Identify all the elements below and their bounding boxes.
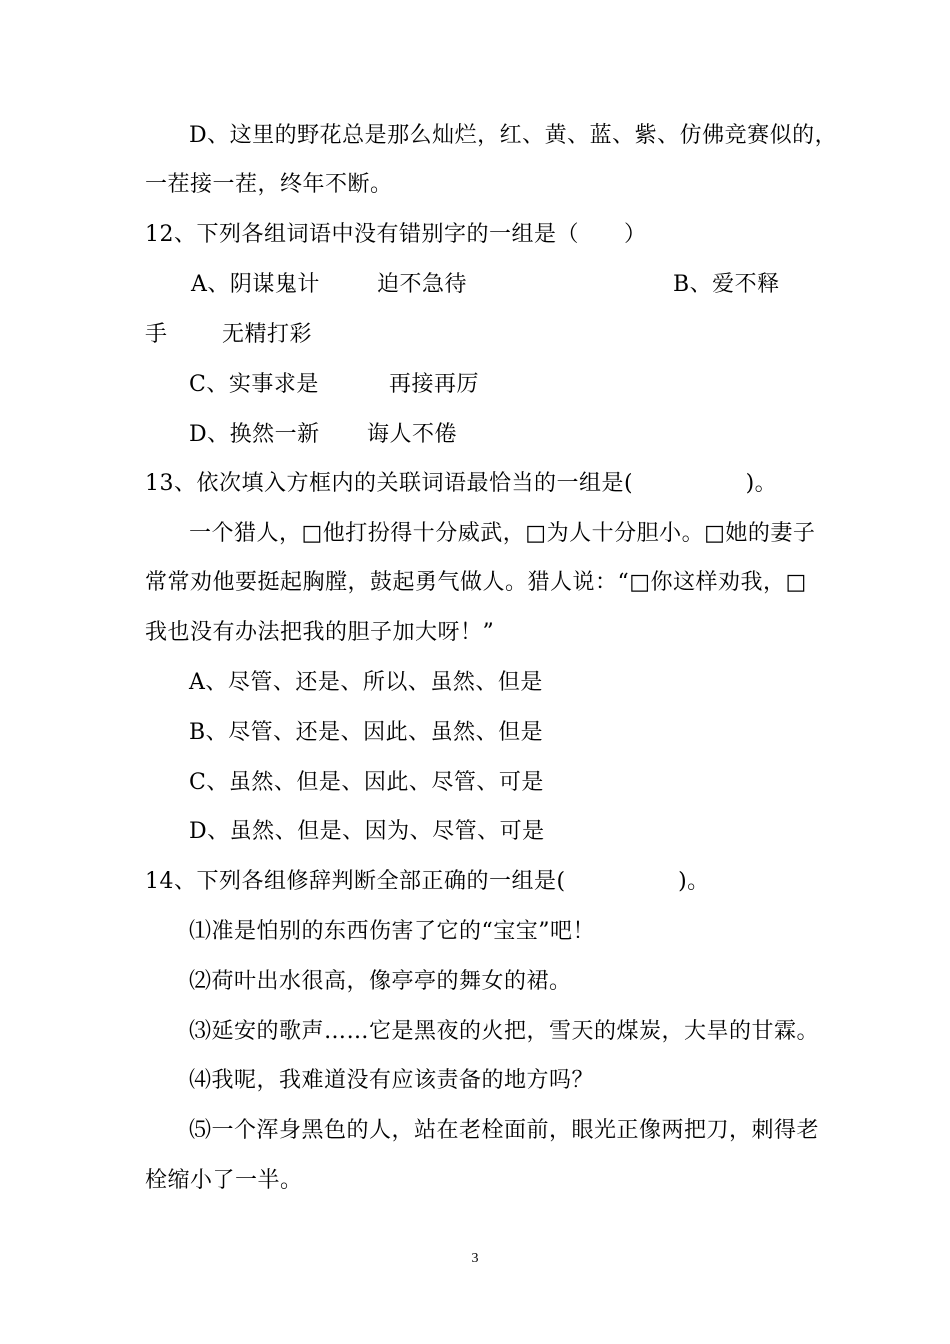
q12-option-a-label: A、阴谋鬼计 [191, 272, 320, 297]
q12-option-c-word2: 再接再厉 [389, 372, 480, 397]
q14-item4: ⑷我呢，我难道没有应该责备的地方吗？ [189, 1068, 595, 1093]
q14-item5-line1: ⑸一个浑身黑色的人，站在老栓面前，眼光正像两把刀，刺得老 [189, 1118, 820, 1143]
q12-stem: 12、下列各组词语中没有错别字的一组是（ ） [145, 222, 647, 247]
q11-option-d-line1: D、这里的野花总是那么灿烂，红、黄、蓝、紫、仿佛竞赛似的， [189, 123, 838, 148]
q14-item1: ⑴准是怕别的东西伤害了它的“宝宝”吧！ [189, 919, 595, 944]
q12-option-b-cont: 手 [145, 322, 168, 347]
q12-option-b-word2: 无精打彩 [222, 322, 313, 347]
q14-item5-line2: 栓缩小了一半。 [145, 1168, 303, 1193]
q13-option-c: C、虽然、但是、因此、尽管、可是 [189, 770, 544, 795]
q14-item3: ⑶延安的歌声……它是黑夜的火把，雪天的煤炭，大旱的甘霖。 [189, 1019, 820, 1044]
q12-option-d-label: D、换然一新 [189, 422, 320, 447]
q13-option-b: B、尽管、还是、因此、虽然、但是 [189, 720, 544, 745]
q12-option-c-label: C、实事求是 [189, 372, 319, 397]
q13-option-d: D、虽然、但是、因为、尽管、可是 [189, 819, 545, 844]
q12-option-b-label: B、爱不释 [673, 272, 780, 297]
q11-option-d-line2: 一茬接一茬，终年不断。 [145, 172, 393, 197]
q14-item2: ⑵荷叶出水很高，像亭亭的舞女的裙。 [189, 969, 572, 994]
q14-stem: 14、下列各组修辞判断全部正确的一组是( )。 [145, 869, 710, 894]
page-number: 3 [471, 1251, 479, 1266]
q12-option-d-word2: 诲人不倦 [367, 422, 458, 447]
q13-stem: 13、依次填入方框内的关联词语最恰当的一组是( )。 [145, 471, 778, 496]
q13-passage-line1: 一个猎人，□他打扮得十分威武，□为人十分胆小。□她的妻子 [189, 521, 816, 546]
q13-passage-line3: 我也没有办法把我的胆子加大呀！” [145, 620, 495, 645]
q13-option-a: A、尽管、还是、所以、虽然、但是 [189, 670, 543, 695]
q12-option-a-word2: 迫不急待 [377, 272, 468, 297]
q13-passage-line2: 常常劝他要挺起胸膛，鼓起勇气做人。猎人说：“□你这样劝我，□ [145, 570, 807, 595]
